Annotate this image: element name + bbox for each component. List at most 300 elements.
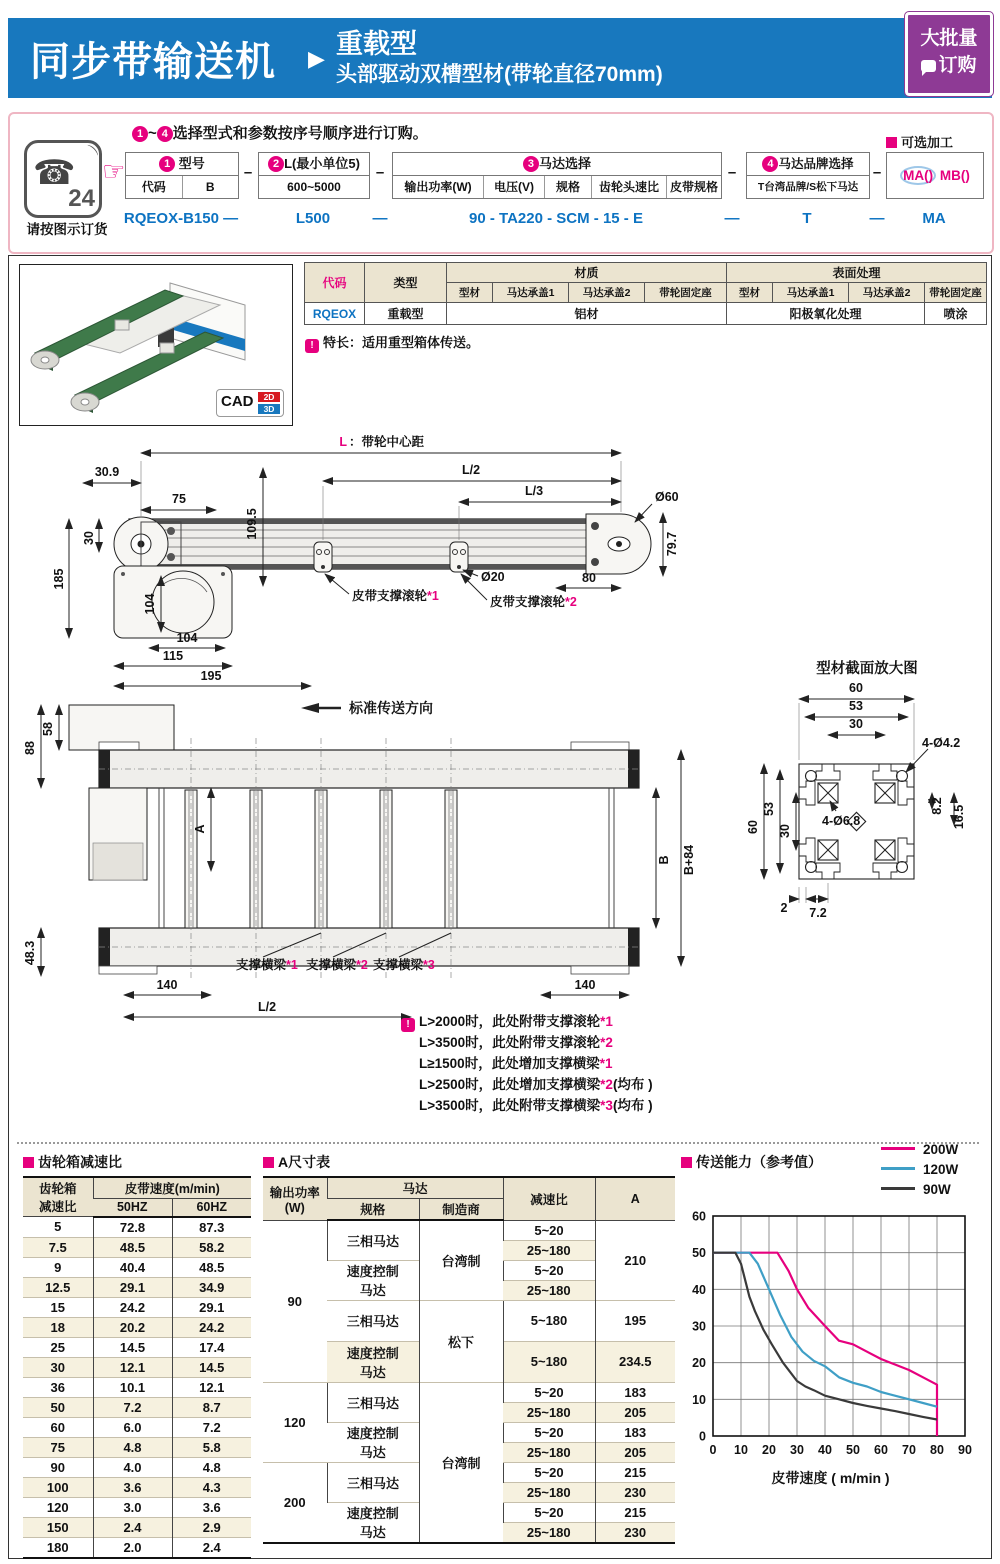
table-row — [23, 1417, 251, 1437]
dim-53-left: 53 — [762, 802, 776, 816]
gear-cell: 48.5 — [93, 1237, 172, 1257]
instruction-text: 选择型式和参数按序号顺序进行订购。 — [172, 125, 428, 142]
cell-spec: 速度控制 马达 — [327, 1502, 419, 1543]
cell-ratio: 25~180 — [503, 1280, 595, 1300]
direction-label: 标准传送方向 — [349, 700, 433, 716]
cell-a-value: 210 — [595, 1220, 675, 1300]
circle-number-1-icon: 1 — [132, 126, 148, 142]
cell-a-value: 183 — [595, 1382, 675, 1402]
feature-note — [305, 332, 479, 353]
box3-title: 马达选择 — [538, 156, 591, 171]
info-icon: ! — [305, 339, 319, 353]
dim-b-84: B+84 — [682, 844, 696, 876]
roller-label-1: 皮带支撑滚轮*1 — [352, 589, 439, 603]
info-icon: ! — [401, 1018, 415, 1032]
cell-spec: 三相马达 — [327, 1220, 419, 1260]
col-header-material: 材质 — [447, 263, 727, 283]
dim-115: 115 — [162, 649, 184, 663]
section-marker-icon — [886, 137, 897, 148]
gear-cell: 25 — [23, 1337, 93, 1357]
cell-ratio: 5~20 — [503, 1382, 595, 1402]
beam-label-1: 支撑横梁*1 — [236, 958, 298, 972]
table-row — [23, 1277, 251, 1297]
dim-l2-bottom: L/2 — [257, 1000, 277, 1014]
x-tick-label: 20 — [762, 1443, 776, 1457]
cell-a-value: 215 — [595, 1502, 675, 1522]
subheader: 马达承盖1 — [773, 283, 849, 303]
box4-brands: T台湾品牌/S松下马达 — [757, 181, 859, 193]
legend-item-120w: 120W — [881, 1162, 958, 1177]
separator-dash: – — [243, 164, 253, 181]
section-marker-icon — [263, 1157, 274, 1168]
col-header-motor: 马达 — [327, 1177, 503, 1199]
support-roller-bracket-2 — [450, 542, 468, 572]
signal-wave-icon: ⌒ — [77, 142, 101, 166]
gear-cell: 12.1 — [93, 1357, 172, 1377]
dim-2: 2 — [780, 901, 788, 915]
cad-download-badge[interactable] — [216, 389, 284, 417]
table-row — [23, 1377, 251, 1397]
dim-30-9: 30.9 — [94, 465, 120, 479]
gear-cell: 8.7 — [172, 1397, 251, 1417]
col-header-code: 代码 — [305, 263, 365, 303]
separator-dash: – — [872, 164, 882, 181]
dim-75: 75 — [172, 492, 186, 506]
dim-88: 88 — [23, 741, 37, 755]
box3-cell-spec: 规格 — [544, 176, 591, 198]
a-table-title: A尺寸表 — [263, 1152, 330, 1172]
x-tick-label: 70 — [902, 1443, 916, 1457]
gear-cell: 4.0 — [93, 1457, 172, 1477]
gear-cell: 75 — [23, 1437, 93, 1457]
gear-cell: 34.9 — [172, 1277, 251, 1297]
a-dimension-table — [263, 1176, 675, 1544]
dim-53-top: 53 — [849, 699, 863, 713]
box3-cell-belt: 皮带规格 — [666, 176, 721, 198]
gear-cell: 2.0 — [93, 1537, 172, 1558]
gear-cell: 15 — [23, 1297, 93, 1317]
y-tick-label: 20 — [692, 1356, 706, 1371]
col-header-type: 类型 — [365, 263, 447, 303]
telephone-icon: ☎ — [33, 154, 76, 192]
legend-line-icon — [881, 1147, 915, 1150]
y-tick-label: 0 — [699, 1429, 706, 1444]
separator-dash: – — [727, 164, 737, 181]
cell-ratio: 5~20 — [503, 1462, 595, 1482]
note-line: L≥1500时，此处增加支撑横梁*1 — [419, 1056, 613, 1071]
cell-manufacturer: 台湾制 — [419, 1382, 503, 1543]
legend-line-icon — [881, 1187, 915, 1190]
gear-table-title: 齿轮箱减速比 — [23, 1152, 122, 1172]
gear-ratio-table — [23, 1176, 251, 1559]
gear-cell: 120 — [23, 1497, 93, 1517]
gear-cell: 3.6 — [93, 1477, 172, 1497]
dim-4-holes-4-2: 4-Ø4.2 — [922, 736, 961, 750]
cell-ratio: 5~20 — [503, 1502, 595, 1522]
cell-manufacturer: 台湾制 — [419, 1220, 503, 1300]
gear-cell: 2.4 — [172, 1537, 251, 1558]
top-view-drawing — [11, 693, 711, 1025]
gear-cell: 180 — [23, 1537, 93, 1558]
table-row — [23, 1217, 251, 1238]
roller-label-2: 皮带支撑滚轮*2 — [490, 595, 577, 609]
dim-185: 185 — [52, 568, 66, 590]
col-header-manufacturer: 制造商 — [419, 1199, 503, 1221]
header-subtitle-1: 重载型 — [336, 29, 417, 59]
box2-title: L(最小单位5) — [284, 156, 360, 171]
page-title: 同步带输送机 — [30, 40, 276, 84]
dim-16-5: 16.5 — [952, 804, 966, 830]
phone-order-icon — [24, 140, 102, 218]
box3-cell-voltage: 电压(V) — [483, 176, 544, 198]
gear-cell: 24.2 — [93, 1297, 172, 1317]
x-tick-label: 60 — [874, 1443, 888, 1457]
cell-spec: 速度控制 马达 — [327, 1260, 419, 1300]
table-row — [23, 1257, 251, 1277]
cross-brace — [115, 320, 129, 330]
profile-section-drawing — [744, 659, 991, 949]
gear-cell: 14.5 — [93, 1337, 172, 1357]
box4-title: 马达品牌选择 — [778, 157, 854, 171]
order-box-length — [258, 152, 370, 199]
cad-label: CAD — [221, 393, 254, 410]
x-tick-label: 0 — [709, 1443, 717, 1457]
part-number-motor: 90 - TA220 - SCM - 15 - E — [469, 210, 643, 227]
cell-ratio: 5~20 — [503, 1422, 595, 1442]
beam-label-2: 支撑横梁*2 — [306, 958, 368, 972]
table-row — [263, 1382, 675, 1402]
dim-104-v: 104 — [143, 593, 157, 615]
dim-30-top: 30 — [849, 717, 863, 731]
table-row — [23, 1517, 251, 1537]
dim-195: 195 — [200, 669, 222, 683]
cell-a-value: 215 — [595, 1462, 675, 1482]
cell-surface-anodize: 阳极氧化处理 — [727, 303, 925, 325]
dim-diam-60: Ø60 — [655, 490, 679, 504]
note-line: L>3500时，此处附带支撑滚轮*2 — [419, 1035, 613, 1050]
gear-cell: 6.0 — [93, 1417, 172, 1437]
dim-58: 58 — [41, 722, 55, 736]
cad-3d-tag: 3D — [258, 404, 280, 414]
cell-power-120: 120 — [263, 1382, 327, 1462]
separator-dash: – — [375, 164, 385, 181]
dim-109-5: 109.5 — [245, 508, 259, 540]
table-row — [23, 1457, 251, 1477]
part-number-dash: — — [372, 210, 388, 227]
cell-type: 重载型 — [365, 303, 447, 325]
gear-cell: 40.4 — [93, 1257, 172, 1277]
subheader: 马达承盖2 — [849, 283, 925, 303]
gear-cell: 12.1 — [172, 1377, 251, 1397]
dim-30: 30 — [82, 531, 96, 545]
cell-spec: 速度控制 马达 — [327, 1422, 419, 1462]
cell-ratio: 25~180 — [503, 1402, 595, 1422]
arrow-right-icon: ▶ — [308, 46, 325, 71]
gear-cell: 60 — [23, 1417, 93, 1437]
gear-cell: 9 — [23, 1257, 93, 1277]
section-marker-icon — [23, 1157, 34, 1168]
subheader: 带轮固定座 — [925, 283, 987, 303]
dim-8-2: 8.2 — [930, 797, 944, 815]
gear-cell: 5 — [23, 1217, 93, 1238]
table-row — [23, 1357, 251, 1377]
gear-cell: 7.2 — [93, 1397, 172, 1417]
box2-range: 600~5000 — [287, 180, 341, 194]
y-tick-label: 40 — [692, 1282, 706, 1297]
cell-ratio: 5~20 — [503, 1260, 595, 1280]
gear-cell: 30 — [23, 1357, 93, 1377]
part-number-dash: — — [724, 210, 740, 227]
legend-line-icon — [881, 1167, 915, 1170]
gear-cell: 58.2 — [172, 1237, 251, 1257]
note-line: ! L>2000时，此处附带支撑滚轮*1 — [401, 1011, 653, 1032]
x-tick-label: 40 — [818, 1443, 832, 1457]
gear-cell: 18 — [23, 1317, 93, 1337]
col-header-50hz: 50HZ — [93, 1199, 172, 1217]
top-view-geometry — [69, 703, 639, 980]
x-tick-label: 90 — [958, 1443, 972, 1457]
tilde: ~ — [148, 125, 157, 142]
cell-a-value: 205 — [595, 1402, 675, 1422]
gear-cell: 12.5 — [23, 1277, 93, 1297]
ordering-instruction — [132, 122, 428, 143]
cell-surface-paint: 喷涂 — [925, 303, 987, 325]
legend-item-90w: 90W — [881, 1182, 951, 1197]
subheader: 型材 — [727, 283, 773, 303]
cell-spec: 三相马达 — [327, 1462, 419, 1502]
y-tick-label: 50 — [692, 1246, 706, 1261]
cell-ratio: 25~180 — [503, 1482, 595, 1502]
gear-cell: 50 — [23, 1397, 93, 1417]
box3-cell-ratio: 齿轮头速比 — [591, 176, 666, 198]
left-end-columns — [159, 788, 164, 928]
right-end-columns — [609, 788, 614, 928]
y-tick-label: 30 — [692, 1319, 706, 1334]
cross-brace — [160, 343, 174, 353]
cell-spec: 三相马达 — [327, 1300, 419, 1341]
note-line: L>2500时，此处增加支撑横梁*2(均布 ) — [419, 1077, 653, 1092]
gear-cell: 100 — [23, 1477, 93, 1497]
table-row — [23, 1297, 251, 1317]
col-header-a: A — [595, 1177, 675, 1220]
dim-l-prefix: L — [339, 435, 347, 449]
cell-power-200: 200 — [263, 1462, 327, 1543]
gear-cell: 3.0 — [93, 1497, 172, 1517]
gear-cell: 87.3 — [172, 1217, 251, 1238]
phone-caption: 请按图示订货 — [26, 222, 108, 237]
pointing-hand-icon: ☞ — [102, 156, 126, 186]
gear-cell: 7.2 — [172, 1417, 251, 1437]
part-number-model: RQEOX-B150 — — [123, 210, 239, 227]
part-number-length: L500 — [295, 210, 331, 227]
col-header-ratio: 减速比 — [503, 1177, 595, 1220]
box1-cell-code: 代码 — [141, 180, 166, 194]
order-box-model — [125, 152, 239, 199]
badge-line2: 订购 — [938, 55, 977, 76]
box1-title: 型号 — [178, 156, 205, 171]
legend-item-200w: 200W — [881, 1142, 958, 1157]
cell-spec: 三相马达 — [327, 1382, 419, 1422]
dim-l3: L/3 — [524, 484, 544, 498]
cell-ratio: 25~180 — [503, 1442, 595, 1462]
ordering-section — [8, 112, 994, 254]
cell-a-value: 205 — [595, 1442, 675, 1462]
circle-number-4-icon: 4 — [157, 126, 173, 142]
cell-ratio: 5~180 — [503, 1341, 595, 1382]
product-image-box — [19, 264, 293, 426]
gear-cell: 150 — [23, 1517, 93, 1537]
box3-cell-power: 输出功率(W) — [404, 180, 472, 194]
dim-diam-20: Ø20 — [481, 570, 505, 584]
dim-a: A — [193, 824, 207, 834]
dim-104-h: 104 — [176, 631, 198, 645]
material-table — [304, 262, 987, 325]
main-content-box — [8, 255, 992, 1559]
gear-cell: 29.1 — [93, 1277, 172, 1297]
x-tick-label: 50 — [846, 1443, 860, 1457]
dim-140-left: 140 — [156, 978, 178, 992]
gear-cell: 24.2 — [172, 1317, 251, 1337]
dim-60-left: 60 — [746, 820, 760, 834]
beam-label-3: 支撑横梁*3 — [373, 958, 435, 972]
table-row — [23, 1497, 251, 1517]
side-view-drawing — [11, 426, 987, 696]
table-row — [263, 1220, 675, 1240]
dim-60-top: 60 — [849, 681, 863, 695]
col-header-spec: 规格 — [327, 1199, 419, 1221]
length-notes — [401, 1011, 653, 1116]
phone-24-label: 24 — [68, 185, 95, 212]
table-row — [23, 1477, 251, 1497]
cad-2d-tag: 2D — [258, 392, 280, 402]
circle-number-3-icon: 3 — [523, 156, 539, 172]
cell-code: RQEOX — [305, 303, 365, 325]
cell-ratio: 5~180 — [503, 1300, 595, 1341]
col-header-belt-speed: 皮带速度(m/min) — [93, 1177, 251, 1199]
gear-cell: 5.8 — [172, 1437, 251, 1457]
gear-cell: 20.2 — [93, 1317, 172, 1337]
gear-cell: 4.8 — [172, 1457, 251, 1477]
y-tick-label: 10 — [692, 1392, 706, 1407]
part-number-optional: MA — [922, 210, 946, 227]
cell-power-90: 90 — [263, 1220, 327, 1382]
section-divider — [17, 1142, 979, 1144]
optional-title: 可选加工 — [901, 135, 954, 150]
circle-number-4-icon: 4 — [762, 156, 778, 172]
order-box-motor — [392, 152, 722, 199]
gear-cell: 2.9 — [172, 1517, 251, 1537]
speech-bubble-icon — [921, 60, 936, 72]
table-row — [305, 303, 987, 325]
gear-cell: 90 — [23, 1457, 93, 1477]
gear-cell: 10.1 — [93, 1377, 172, 1397]
dim-30-left: 30 — [778, 824, 792, 838]
table-row — [23, 1537, 251, 1558]
cell-a-value: 183 — [595, 1422, 675, 1442]
gear-cell: 2.4 — [93, 1517, 172, 1537]
cell-ratio: 25~180 — [503, 1240, 595, 1260]
badge-line1: 大批量 — [920, 28, 978, 49]
table-row — [23, 1437, 251, 1457]
dim-79-7: 79.7 — [665, 531, 679, 557]
part-number-dash: — — [869, 210, 885, 227]
header-subtitle-2: 头部驱动双槽型材(带轮直径70mm) — [336, 63, 663, 86]
gear-cell: 29.1 — [172, 1297, 251, 1317]
gear-cell: 36 — [23, 1377, 93, 1397]
table-row — [23, 1397, 251, 1417]
dim-l-label: ：带轮中心距 — [349, 435, 425, 449]
side-view-geometry — [114, 514, 651, 638]
gear-cell: 14.5 — [172, 1357, 251, 1377]
cell-manufacturer: 松下 — [419, 1300, 503, 1382]
col-header-surface: 表面处理 — [727, 263, 987, 283]
cell-spec: 速度控制 马达 — [327, 1341, 419, 1382]
dim-48-3: 48.3 — [23, 940, 37, 966]
dim-b: B — [657, 855, 671, 865]
table-row — [23, 1317, 251, 1337]
optional-machining-label — [886, 132, 953, 151]
gear-cell: 4.3 — [172, 1477, 251, 1497]
gear-cell: 72.8 — [93, 1217, 172, 1238]
cell-a-value: 234.5 — [595, 1341, 675, 1382]
capacity-chart-title: 传送能力（参考值） — [681, 1152, 822, 1172]
support-roller-bracket-1 — [314, 542, 332, 572]
col-header-power: 输出功率 (W) — [263, 1177, 327, 1220]
x-tick-label: 80 — [930, 1443, 944, 1457]
col-header-gearbox: 齿轮箱 减速比 — [23, 1177, 93, 1217]
gear-cell: 3.6 — [172, 1497, 251, 1517]
gear-table-body — [23, 1217, 251, 1558]
optional-ma: MA() — [900, 166, 936, 185]
optional-machining-box — [886, 152, 984, 199]
x-tick-label: 10 — [734, 1443, 748, 1457]
cell-ratio: 25~180 — [503, 1522, 595, 1543]
header-band — [8, 18, 992, 98]
optional-mb: MB() — [939, 168, 970, 183]
dim-140-right: 140 — [574, 978, 596, 992]
feature-text: 特长：适用重型箱体传送。 — [323, 335, 480, 350]
circle-number-2-icon: 2 — [268, 156, 284, 172]
circle-number-1-icon: 1 — [159, 156, 175, 172]
gear-cell: 4.8 — [93, 1437, 172, 1457]
subheader: 型材 — [447, 283, 493, 303]
capacity-chart-plot — [673, 1204, 988, 1466]
subheader: 带轮固定座 — [645, 283, 727, 303]
box1-cell-b: B — [182, 176, 239, 198]
capacity-chart-xlabel: 皮带速度 ( m/min ) — [771, 1470, 890, 1486]
cell-material: 铝材 — [447, 303, 727, 325]
part-number-brand: T — [802, 210, 812, 227]
cell-a-value: 195 — [595, 1300, 675, 1341]
dim-7-2: 7.2 — [809, 906, 827, 920]
x-tick-label: 30 — [790, 1443, 804, 1457]
profile-title: 型材截面放大图 — [816, 661, 918, 677]
dim-l2: L/2 — [461, 463, 481, 477]
cell-ratio: 5~20 — [503, 1220, 595, 1240]
profile-dimensions — [746, 681, 966, 920]
subheader: 马达承盖1 — [493, 283, 569, 303]
gear-cell: 17.4 — [172, 1337, 251, 1357]
table-row — [23, 1237, 251, 1257]
table-row — [23, 1337, 251, 1357]
cell-a-value: 230 — [595, 1522, 675, 1543]
order-box-brand — [746, 152, 870, 199]
dim-80: 80 — [582, 571, 596, 585]
section-marker-icon — [681, 1157, 692, 1168]
cell-a-value: 230 — [595, 1482, 675, 1502]
gear-cell: 7.5 — [23, 1237, 93, 1257]
dim-4-holes-6-8: 4-Ø6.8 — [822, 814, 861, 828]
